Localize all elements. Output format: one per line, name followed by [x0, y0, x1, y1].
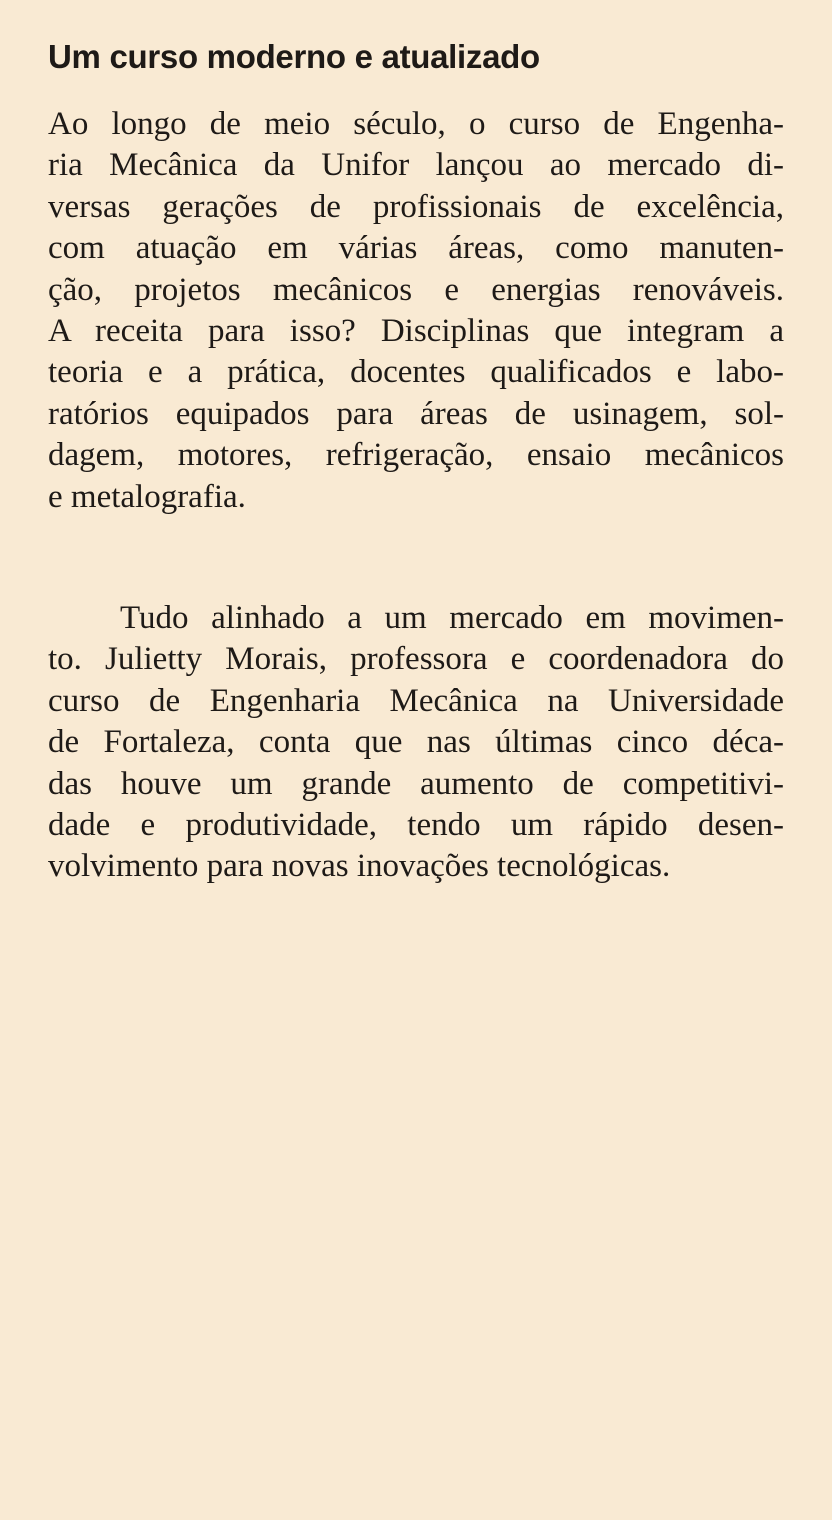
text-line: Tudo alinhado a um mercado em movimen-	[120, 600, 784, 636]
text-line: teoria e a prática, docentes qualificados e labo-	[48, 354, 784, 391]
text-line: volvimento para novas inovações tecnológicas.	[48, 848, 671, 885]
paragraph-2	[48, 598, 784, 888]
text-line: dade e produtividade, tendo um rápido desen-	[48, 806, 784, 843]
text-line: versas gerações de profissionais de excelência,	[48, 188, 784, 225]
text-line: Ao longo de meio século, o curso de Engenha-	[48, 106, 784, 142]
text-line: ratórios equipados para áreas de usinagem, sol-	[48, 395, 784, 432]
text-line: de Fortaleza, conta que nas últimas cinco déca-	[48, 724, 784, 761]
text-line: e metalografia.	[48, 478, 246, 515]
text-line: dagem, motores, refrigeração, ensaio mecânicos	[48, 437, 784, 474]
text-line: ção, projetos mecânicos e energias renováveis.	[48, 271, 784, 308]
text-line: ria Mecânica da Unifor lançou ao mercado di-	[48, 147, 784, 184]
text-line: com atuação em várias áreas, como manuten-	[48, 230, 784, 267]
text-line: curso de Engenharia Mecânica na Universidade	[48, 682, 784, 719]
text-line: das houve um grande aumento de competitivi-	[48, 765, 784, 802]
paragraph-1	[48, 104, 784, 518]
text-line: A receita para isso? Disciplinas que integram a	[48, 312, 784, 349]
article-heading: Um curso moderno e atualizado	[48, 38, 540, 75]
text-line: to. Julietty Morais, professora e coordenadora do	[48, 641, 784, 678]
